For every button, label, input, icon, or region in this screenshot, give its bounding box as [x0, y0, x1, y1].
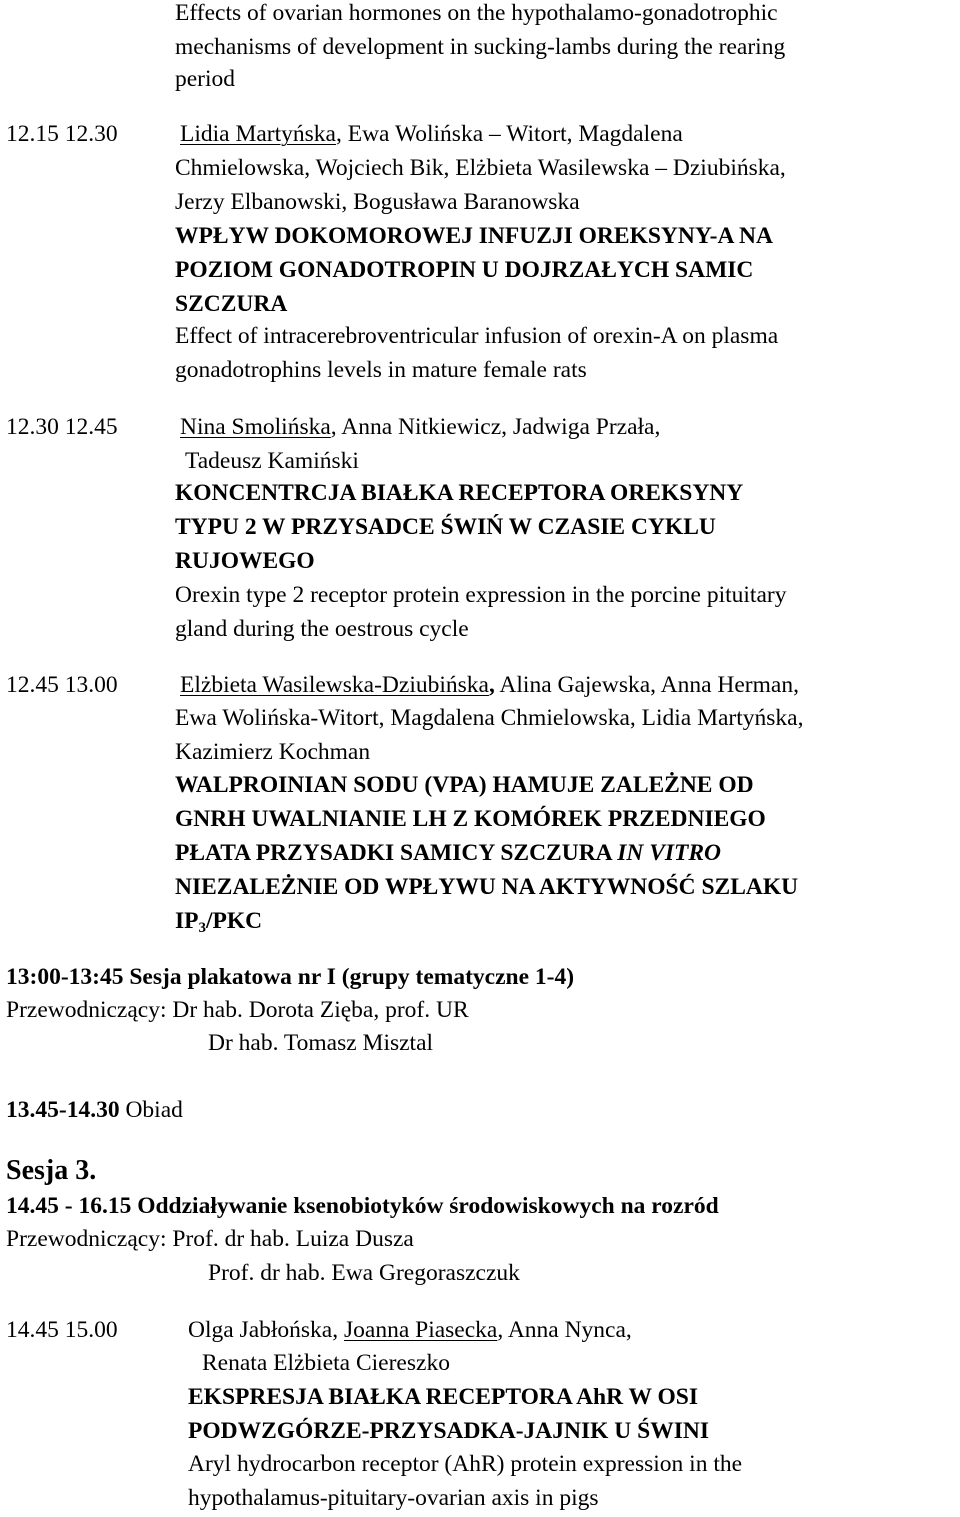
poster-session-heading: 13:00-13:45 Sesja plakatowa nr I (grupy tematyczne 1-4) — [6, 964, 575, 990]
talk4-title-en-line-1: Aryl hydrocarbon receptor (AhR) protein expression in the — [188, 1451, 743, 1477]
talk1-title-pl-line-3: SZCZURA — [175, 291, 288, 317]
talk1-title-en-line-1: Effect of intracerebroventricular infusion of orexin-A on plasma — [175, 323, 779, 349]
talk3-ip-subscript: 3 — [198, 920, 206, 936]
talk4-time: 14.45 15.00 — [6, 1317, 118, 1343]
talk3-presenter: Elżbieta Wasilewska-Dziubińska — [180, 672, 489, 698]
talk3-title-pl-line-2: GNRH UWALNIANIE LH Z KOMÓREK PRZEDNIEGO — [175, 806, 766, 832]
talk4-title-pl-line-1: EKSPRESJA BIAŁKA RECEPTORA AhR W OSI — [188, 1384, 698, 1410]
talk4-authors-line-1 — [188, 1319, 632, 1343]
talk2-title-pl-line-3: RUJOWEGO — [175, 548, 315, 574]
prev-title-en-line-3: period — [175, 66, 236, 92]
talk2-authors-line-2: Tadeusz Kamiński — [185, 448, 359, 474]
talk2-authors-rest: , Anna Nitkiewicz, Jadwiga Przała, — [330, 414, 661, 440]
talk3-authors-line-3: Kazimierz Kochman — [175, 739, 371, 765]
poster-session-chair-2: Dr hab. Tomasz Misztal — [208, 1030, 434, 1056]
talk4-title-en-line-2: hypothalamus-pituitary-ovarian axis in pigs — [188, 1485, 599, 1511]
poster-session-chair-1: Przewodniczący: Dr hab. Dorota Zięba, prof. UR — [6, 997, 469, 1023]
talk2-presenter: Nina Smolińska — [180, 414, 331, 440]
talk4-authors-rest: , Anna Nynca, — [497, 1317, 632, 1343]
talk2-authors-line-1 — [180, 416, 660, 440]
talk2-title-en-line-2: gland during the oestrous cycle — [175, 616, 469, 642]
talk3-title-pl-line-1: WALPROINIAN SODU (VPA) HAMUJE ZALEŻNE OD — [175, 772, 754, 798]
talk3-authors-line-2: Ewa Wolińska-Witort, Magdalena Chmielowska, Lidia Martyńska, — [175, 705, 804, 731]
talk2-time: 12.30 12.45 — [6, 414, 118, 440]
session3-title: 14.45 - 16.15 Oddziaływanie ksenobiotyków środowiskowych na rozród — [6, 1193, 719, 1219]
talk3-time: 12.45 13.00 — [6, 672, 118, 698]
talk2-title-en-line-1: Orexin type 2 receptor protein expression in the porcine pituitary — [175, 582, 787, 608]
talk4-presenter: Joanna Piasecka — [344, 1317, 498, 1343]
session3-chair-2: Prof. dr hab. Ewa Gregoraszczuk — [208, 1260, 520, 1286]
talk1-title-pl-line-2: POZIOM GONADOTROPIN U DOJRZAŁYCH SAMIC — [175, 257, 754, 283]
talk1-title-en-line-2: gonadotrophins levels in mature female rats — [175, 357, 587, 383]
talk2-title-pl-line-2: TYPU 2 W PRZYSADCE ŚWIŃ W CZASIE CYKLU — [175, 514, 716, 540]
talk3-title-pl-line-3-text: PŁATA PRZYSADKI SAMICY SZCZURA — [175, 840, 618, 866]
talk3-authors-rest: Alina Gajewska, Anna Herman, — [494, 672, 799, 698]
prev-title-en-line-1: Effects of ovarian hormones on the hypothalamo-gonadotrophic — [175, 0, 778, 26]
talk1-presenter: Lidia Martyńska — [180, 121, 336, 147]
talk4-title-pl-line-2: PODWZGÓRZE-PRZYSADKA-JAJNIK U ŚWINI — [188, 1418, 709, 1444]
talk3-pkc: /PKC — [206, 908, 263, 934]
talk3-title-pl-line-4: NIEZALEŻNIE OD WPŁYWU NA AKTYWNOŚĆ SZLAKU — [175, 874, 799, 900]
session3-heading: Sesja 3. — [6, 1155, 97, 1186]
talk3-title-pl-line-3 — [175, 842, 721, 866]
talk3-in-vitro: IN VITRO — [617, 840, 722, 866]
lunch-time: 13.45-14.30 — [6, 1097, 120, 1123]
lunch-label: Obiad — [119, 1097, 183, 1123]
lunch-line — [6, 1099, 183, 1123]
talk4-authors-line-2: Renata Elżbieta Ciereszko — [202, 1350, 450, 1376]
talk4-author-first: Olga Jabłońska, — [188, 1317, 344, 1343]
talk3-presenter-comma: , — [488, 672, 495, 698]
talk3-ip: IP — [175, 908, 199, 934]
prev-title-en-line-2: mechanisms of development in sucking-lambs during the rearing — [175, 34, 786, 60]
talk1-time: 12.15 12.30 — [6, 121, 118, 147]
talk3-authors-line-1 — [180, 674, 799, 698]
talk1-authors-line-3: Jerzy Elbanowski, Bogusława Baranowska — [175, 189, 580, 215]
talk2-title-pl-line-1: KONCENTRCJA BIAŁKA RECEPTORA OREKSYNY — [175, 480, 744, 506]
talk1-authors-line-1 — [180, 123, 683, 147]
talk1-authors-line-2: Chmielowska, Wojciech Bik, Elżbieta Wasilewska – Dziubińska, — [175, 155, 786, 181]
talk1-authors-rest: , Ewa Wolińska – Witort, Magdalena — [335, 121, 683, 147]
session3-chair-1: Przewodniczący: Prof. dr hab. Luiza Dusza — [6, 1226, 414, 1252]
talk3-title-pl-line-5 — [175, 910, 262, 936]
talk1-title-pl-line-1: WPŁYW DOKOMOROWEJ INFUZJI OREKSYNY-A NA — [175, 223, 773, 249]
